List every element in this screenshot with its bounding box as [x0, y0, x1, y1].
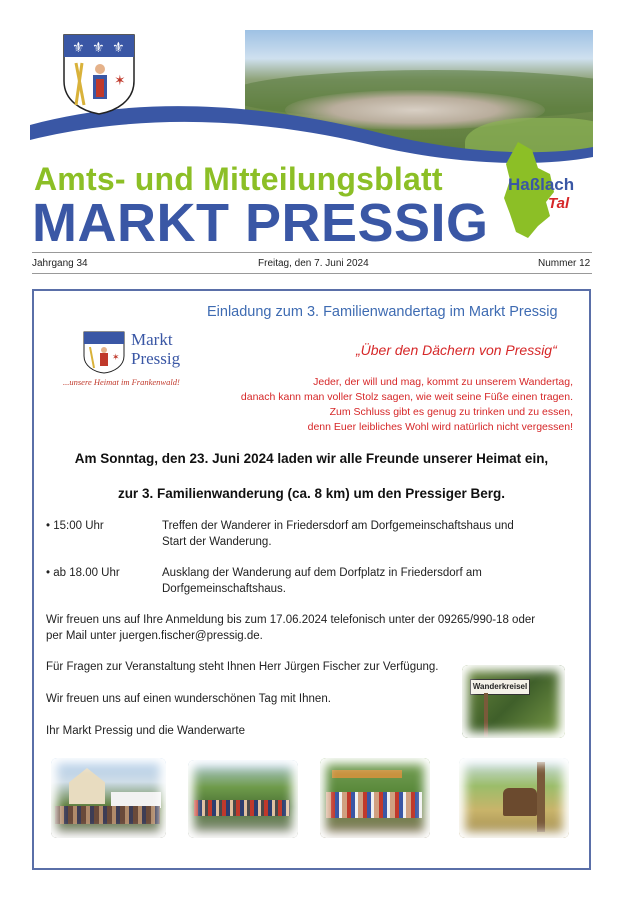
poem-line: denn Euer leibliches Wohl wird natürlich nicht vergessen!	[307, 421, 573, 433]
issue-date: Freitag, den 7. Juni 2024	[258, 258, 369, 269]
event-photo-boots	[459, 758, 569, 838]
volume-label: Jahrgang 34	[32, 258, 88, 269]
svg-text:✶: ✶	[114, 73, 126, 89]
meta-rule-top	[32, 252, 592, 253]
markt-pressig-crest-icon	[82, 330, 126, 374]
masthead-title: MARKT PRESSIG	[32, 193, 489, 253]
hasslachtal-logo-text: Haßlach	[508, 175, 575, 194]
schedule-text-line: Dorfgemeinschaftshaus.	[162, 583, 287, 595]
poem-line: Jeder, der will und mag, kommt zu unserem Wandertag,	[313, 376, 573, 388]
signature-line: Ihr Markt Pressig und die Wanderwarte	[46, 725, 245, 737]
schedule-time: • ab 18.00 Uhr	[46, 567, 120, 579]
schedule-time: • 15:00 Uhr	[46, 520, 104, 532]
poem-line: Zum Schluss gibt es genug zu trinken und zu essen,	[329, 406, 573, 418]
logo-name-line2: Pressig	[131, 349, 181, 368]
masthead-subtitle: Amts- und Mitteilungsblatt	[34, 161, 443, 197]
issue-number: Nummer 12	[538, 258, 591, 269]
hasslachtal-logo-tal: Tal	[548, 195, 570, 212]
invitation-motto: „Über den Dächern von Pressig“	[356, 342, 557, 358]
closing-line: Wir freuen uns auf einen wunderschönen Tag mit Ihnen.	[46, 693, 331, 705]
markt-pressig-logo-name	[131, 330, 180, 368]
svg-text:✶: ✶	[112, 353, 120, 363]
invitation-date-line: Am Sonntag, den 23. Juni 2024 laden wir alle Freunde unserer Heimat ein,	[74, 451, 549, 466]
event-photo-house	[51, 758, 166, 838]
wanderkreisel-sign-photo	[462, 665, 565, 738]
invitation-route-line: zur 3. Familienwanderung (ca. 8 km) um den Pressiger Berg.	[117, 486, 506, 501]
event-photo-hikers	[320, 758, 430, 838]
schedule-text-line: Start der Wanderung.	[162, 536, 272, 548]
svg-text:⚜: ⚜	[72, 40, 85, 56]
meta-rule-bottom	[32, 273, 592, 274]
invitation-heading: Einladung zum 3. Familienwandertag im Markt Pressig	[207, 304, 558, 320]
svg-text:⚜: ⚜	[112, 40, 125, 56]
schedule-text	[162, 518, 514, 550]
coat-of-arms-icon	[62, 33, 136, 115]
schedule-text	[162, 565, 482, 597]
schedule-text-line: Treffen der Wanderer in Friedersdorf am Dorfgemeinschaftshaus und	[162, 520, 514, 532]
svg-text:⚜: ⚜	[92, 40, 105, 56]
poem-line: danach kann man voller Stolz sagen, wie weit seine Füße einen tragen.	[240, 391, 573, 403]
registration-line: per Mail unter juergen.fischer@pressig.de.	[46, 630, 263, 642]
sign-board: Wanderkreisel	[470, 679, 530, 695]
schedule-text-line: Ausklang der Wanderung auf dem Dorfplatz in Friedersdorf am	[162, 567, 482, 579]
registration-line: Wir freuen uns auf Ihre Anmeldung bis zum 17.06.2024 telefonisch unter der 09265/990-18 oder	[46, 614, 536, 626]
logo-slogan: ...unsere Heimat im Frankenwald!	[63, 377, 180, 387]
logo-name-line1: Markt	[131, 330, 173, 349]
contact-line: Für Fragen zur Veranstaltung steht Ihnen Herr Jürgen Fischer zur Verfügung.	[46, 661, 439, 673]
event-photo-group	[188, 760, 298, 838]
